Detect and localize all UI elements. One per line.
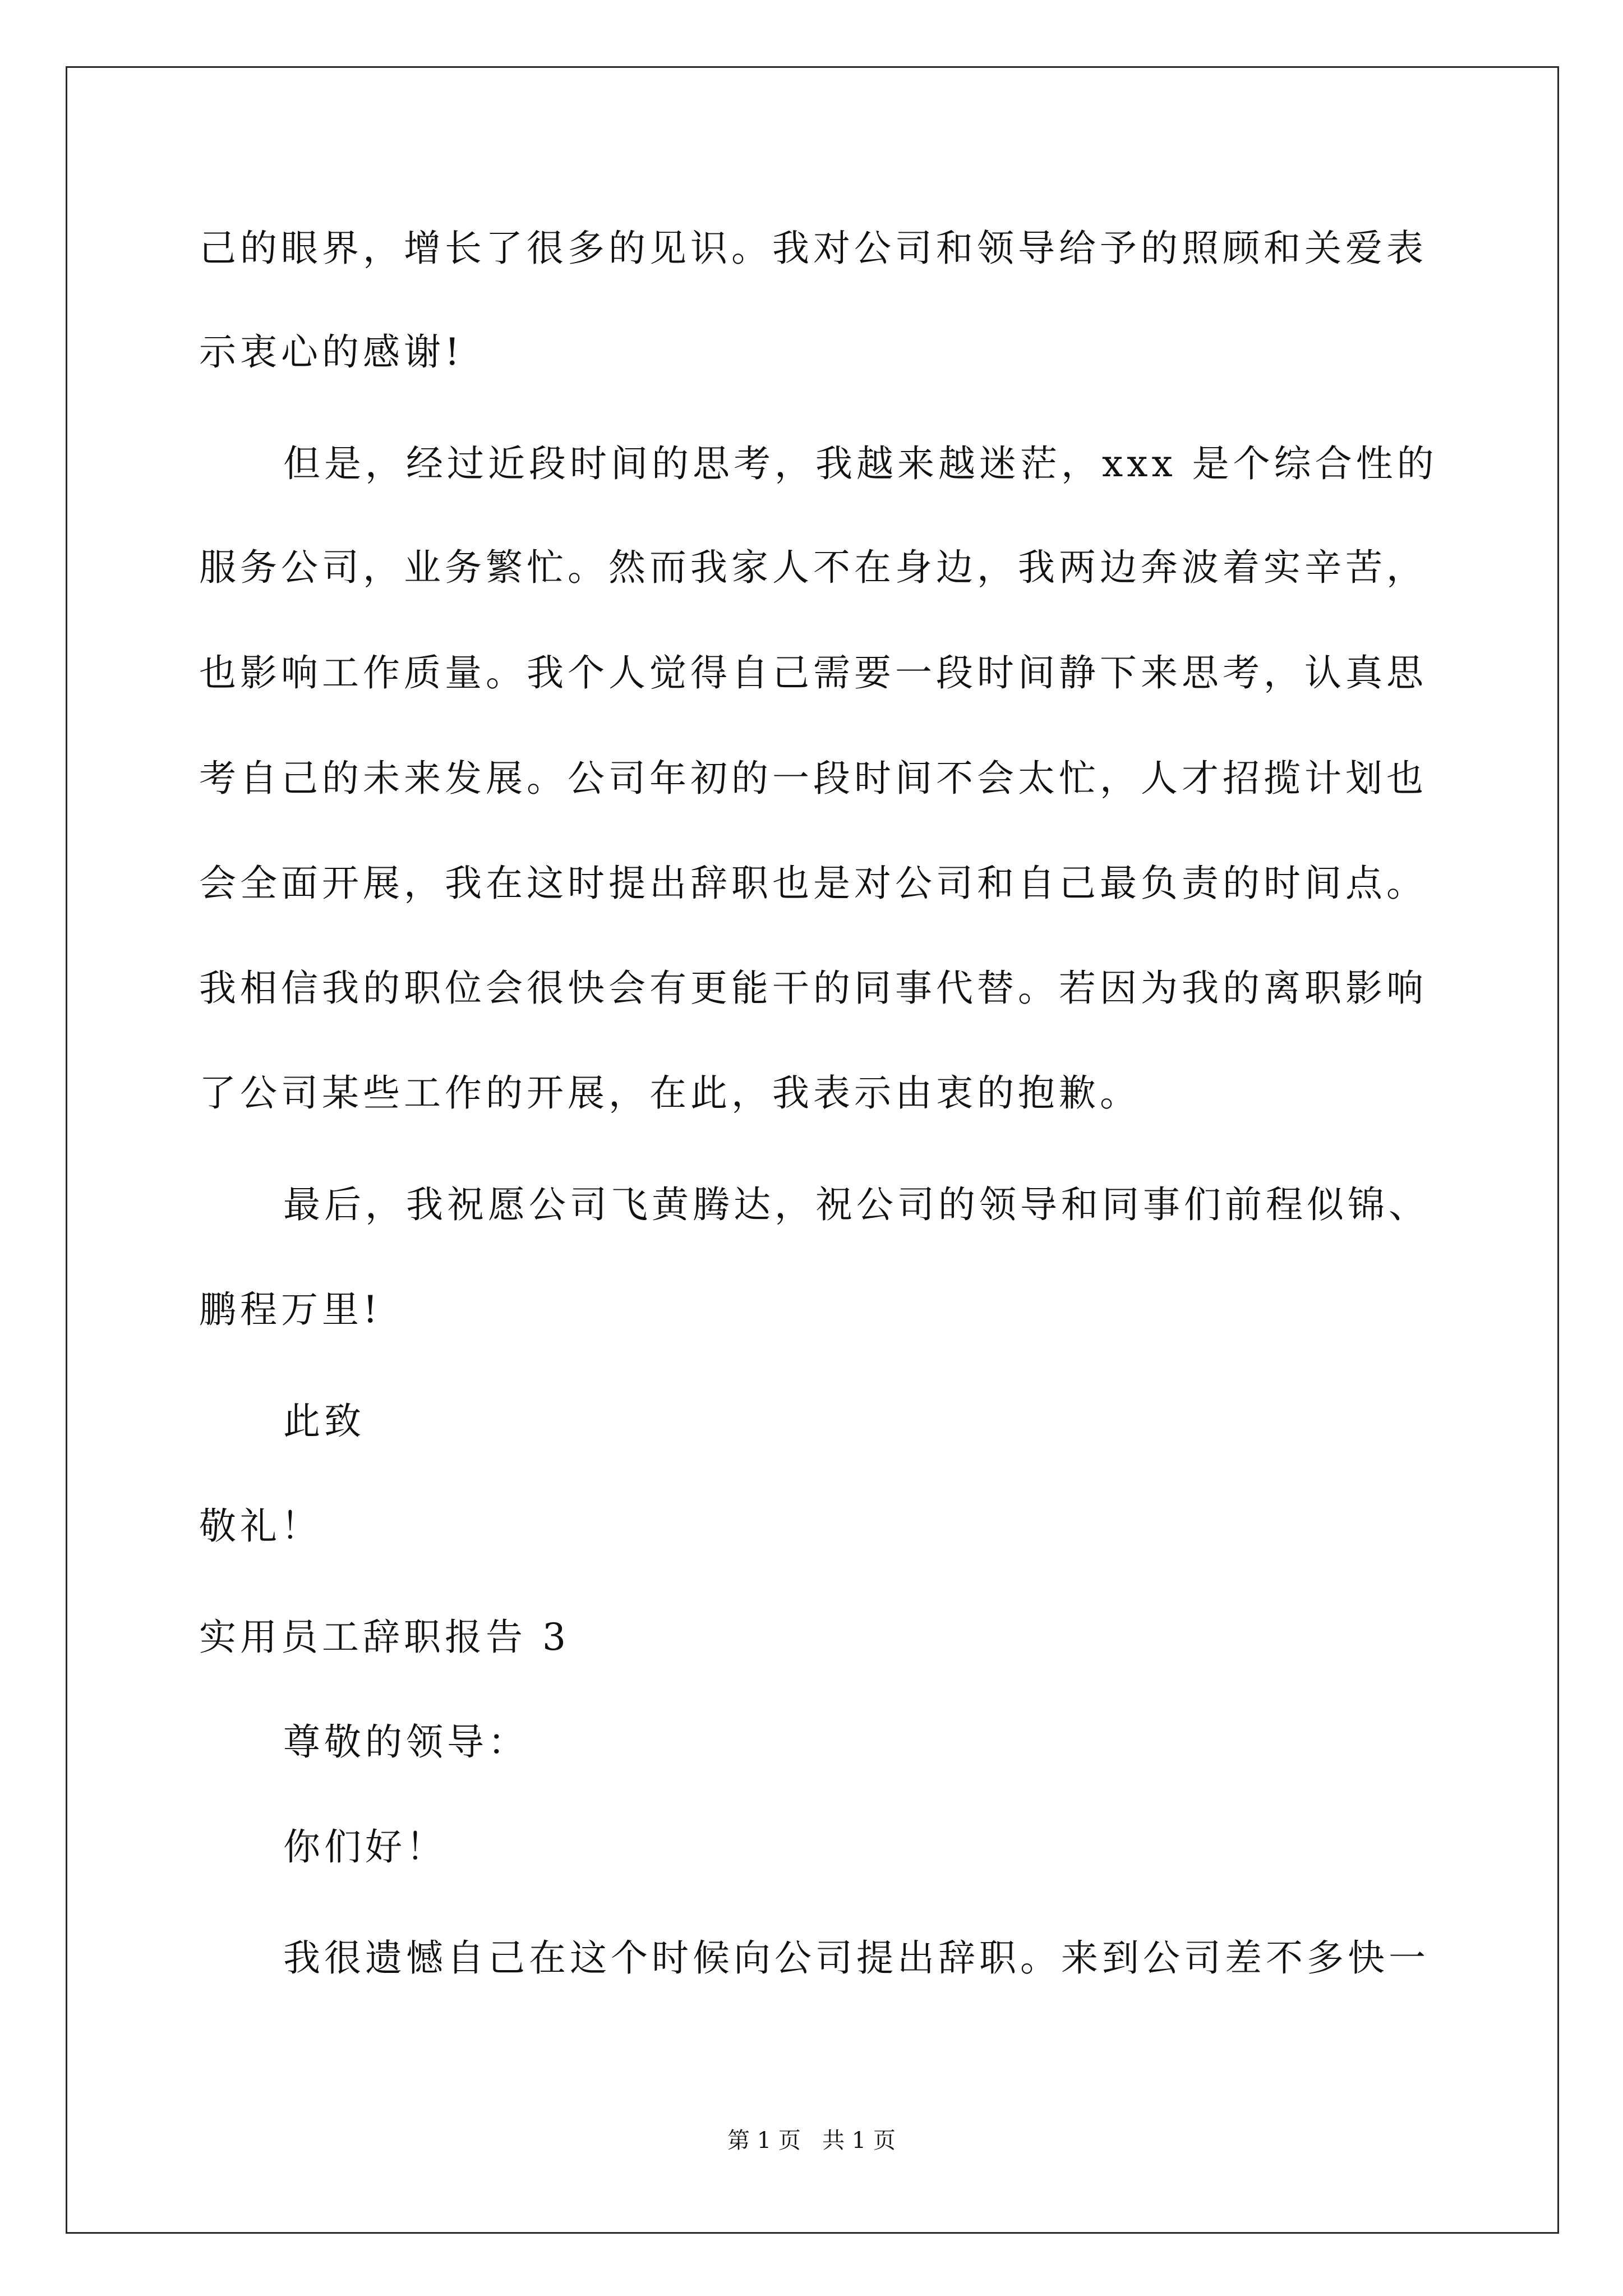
text-line: 最后，我祝愿公司飞黄腾达，祝公司的领导和同事们前程似锦、 bbox=[283, 1183, 1430, 1226]
page-border bbox=[66, 66, 1559, 2234]
text-line: 也影响工作质量。我个人觉得自己需要一段时间静下来思考，认真思 bbox=[199, 651, 1427, 694]
text-line: 敬礼！ bbox=[199, 1504, 322, 1548]
text-line: 我很遗憾自己在这个时候向公司提出辞职。来到公司差不多快一 bbox=[283, 1936, 1430, 1980]
salutation: 尊敬的领导： bbox=[283, 1720, 529, 1764]
text-line: 鹏程万里! bbox=[199, 1288, 382, 1331]
text-line: 了公司某些工作的开展，在此，我表示由衷的抱歉。 bbox=[199, 1071, 1141, 1115]
text-line: 此致 bbox=[283, 1400, 365, 1443]
greeting: 你们好！ bbox=[283, 1825, 447, 1869]
text-line: 服务公司，业务繁忙。然而我家人不在身边，我两边奔波着实辛苦， bbox=[199, 546, 1427, 589]
text-line: 考自己的未来发展。公司年初的一段时间不会太忙，人才招揽计划也 bbox=[199, 757, 1427, 800]
text-line: 但是，经过近段时间的思考，我越来越迷茫，xxx 是个综合性的 bbox=[283, 442, 1438, 485]
page-number-footer: 第 1 页 共 1 页 bbox=[727, 2128, 896, 2154]
text-line: 示衷心的感谢! bbox=[199, 330, 464, 374]
section-heading: 实用员工辞职报告 3 bbox=[199, 1616, 570, 1659]
text-line: 我相信我的职位会很快会有更能干的同事代替。若因为我的离职影响 bbox=[199, 967, 1427, 1010]
text-line: 会全面开展，我在这时提出辞职也是对公司和自己最负责的时间点。 bbox=[199, 862, 1427, 905]
text-line: 己的眼界，增长了很多的见识。我对公司和领导给予的照顾和关爱表 bbox=[199, 227, 1427, 270]
